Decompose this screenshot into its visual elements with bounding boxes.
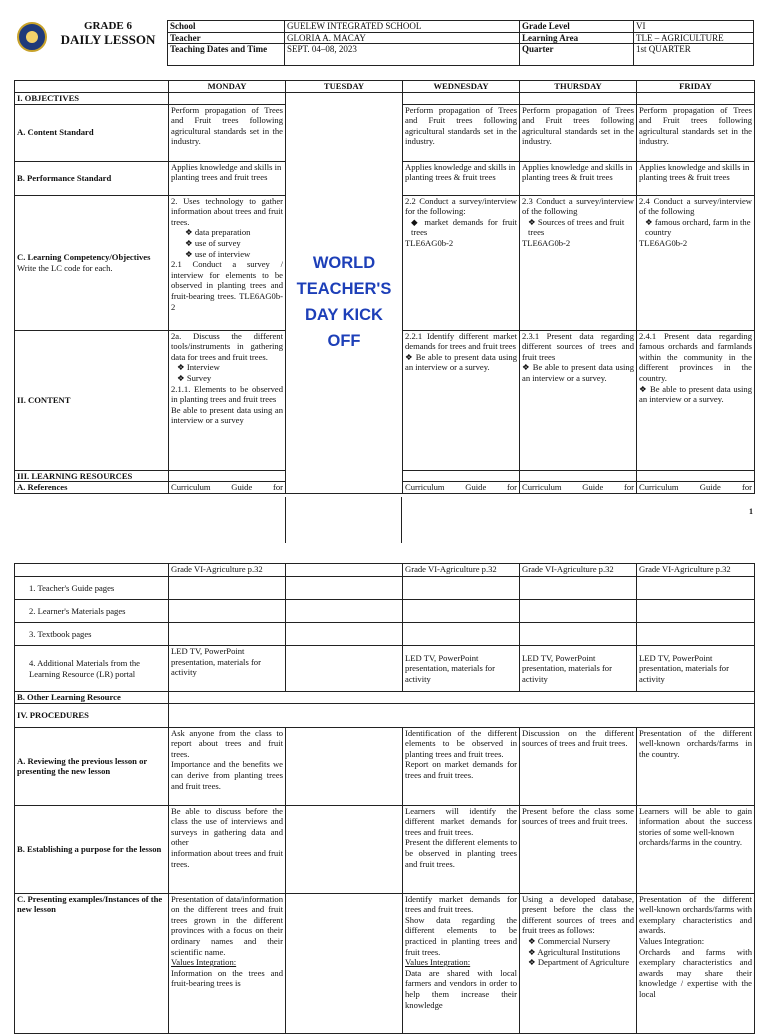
teachers-guide-wed: [403, 577, 520, 600]
objectives-heading: I. OBJECTIVES: [15, 93, 169, 105]
lc-wed-code: TLE6AG0b-2: [405, 237, 454, 248]
additional-materials-fri: LED TV, PowerPoint presentation, materials for activity: [637, 646, 755, 692]
lc-wed-line: 2.2 Conduct a survey/interview for the following:: [405, 195, 517, 217]
examples-thu: [520, 893, 637, 1033]
cg-tue: [286, 564, 403, 577]
examples-tue: [286, 893, 403, 1033]
lc-label-cell: [15, 195, 169, 330]
examples-wed-values-heading: Values Integration:: [405, 957, 471, 968]
additional-materials-thu: LED TV, PowerPoint presentation, materials for activity: [520, 646, 637, 692]
textbook-thu: [520, 623, 637, 646]
lc-mon-bullet: ❖ use of survey: [185, 237, 241, 248]
lc-mon-bullet: ❖ data preparation: [185, 227, 251, 238]
performance-standard-fri: Applies knowledge and skills in planting trees & fruit trees: [637, 161, 755, 195]
examples-thu-bullet: ❖ Department of Agriculture: [528, 957, 630, 968]
content-wed-line: 2.2.1 Identify different market demands for trees and fruit trees: [405, 330, 517, 352]
lesson-title-block: [52, 20, 164, 47]
purpose-wed-line: Learners will identify the different market demands for trees and fruit trees.: [405, 805, 517, 837]
quarter-label: Quarter: [520, 44, 634, 66]
performance-standard-label: B. Performance Standard: [15, 161, 169, 195]
deped-seal-logo: [17, 22, 47, 52]
purpose-label: B. Establishing a purpose for the lesson: [15, 805, 169, 893]
teacher-label: Teacher: [168, 32, 285, 44]
learners-materials-tue: [286, 600, 403, 623]
teachers-guide-label: 1. Teacher's Guide pages: [15, 577, 169, 600]
other-resource-label: B. Other Learning Resource: [15, 692, 169, 704]
cg-label-cell: [15, 564, 169, 577]
examples-mon-values-heading: Values Integration:: [171, 957, 237, 968]
examples-fri-values-heading: Values Integration:: [639, 935, 705, 946]
learning-resources-mon: [169, 470, 286, 482]
review-wed-line: Identification of the different elements to be observed in planting trees and fruit trees.: [405, 727, 517, 759]
learners-materials-mon: [169, 600, 286, 623]
review-mon-line: Importance and the benefits we can derive from planting trees and fruit trees.: [171, 759, 283, 791]
grade-label: GRADE 6: [84, 20, 132, 32]
teacher-value: GLORIA A. MACAY: [285, 32, 520, 44]
objectives-wed: [403, 93, 520, 105]
content-fri-bullet: ❖ Be able to present data using an interview or a survey.: [639, 383, 752, 405]
lc-mon-bullet: ❖ use of interview: [185, 248, 251, 259]
references-fri: Curriculum Guide for: [637, 482, 755, 494]
textbook-tue: [286, 623, 403, 646]
content-standard-label: A. Content Standard: [15, 104, 169, 161]
learning-resources-heading: III. LEARNING RESOURCES: [15, 470, 169, 482]
day-header-tuesday: TUESDAY: [286, 81, 403, 93]
learning-area-value: TLE – AGRICULTURE: [634, 32, 754, 44]
review-fri: Presentation of the different well-known orchards/farms in the country.: [637, 727, 755, 805]
additional-materials-tue: [286, 646, 403, 692]
lc-mon: [169, 195, 286, 330]
review-tue: [286, 727, 403, 805]
lc-thu: [520, 195, 637, 330]
review-thu: Discussion on the different sources of trees and fruit trees.: [520, 727, 637, 805]
lc-label: C. Learning Competency/Objectives: [17, 252, 151, 262]
examples-mon-line: Information on the trees and fruit-bearing trees is: [171, 967, 283, 989]
review-mon-line: Ask anyone from the class to report about trees and fruit trees.: [171, 727, 283, 759]
dates-label: Teaching Dates and Time: [168, 44, 285, 66]
content-mon: [169, 330, 286, 470]
content-mon-bullet: ❖ Interview: [177, 362, 220, 373]
teachers-guide-mon: [169, 577, 286, 600]
additional-materials-mon: LED TV, PowerPoint presentation, materials for activity: [169, 646, 286, 692]
examples-thu-bullet: ❖ Commercial Nursery: [528, 935, 611, 946]
textbook-fri: [637, 623, 755, 646]
review-wed-line: Report on market demands for trees and fruit trees.: [405, 759, 517, 780]
dates-value: SEPT. 04–08, 2023: [285, 44, 520, 66]
textbook-label: 3. Textbook pages: [15, 623, 169, 646]
lc-fri: [637, 195, 755, 330]
other-resource-value: [169, 692, 755, 704]
content-standard-thu: Perform propagation of Trees and Fruit trees following agricultural standards set in the industry.: [520, 104, 637, 161]
examples-fri-line: Presentation of the different well-known orchards/farms with exemplary characteristics and awards.: [639, 893, 752, 936]
purpose-tue: [286, 805, 403, 893]
examples-thu-bullet: ❖ Agricultural Institutions: [528, 946, 621, 957]
objectives-fri: [637, 93, 755, 105]
examples-mon-line: Presentation of data/information on the different trees and fruit trees grown in the different provinces with a focus on their ordinary names and their scientific name.: [171, 893, 283, 957]
learners-materials-wed: [403, 600, 520, 623]
page-number: 1: [749, 507, 753, 516]
day-header-thursday: THURSDAY: [520, 81, 637, 93]
world-teachers-day-banner: WORLD TEACHER'S DAY KICK OFF: [296, 254, 392, 350]
purpose-fri-line: Learners will be able to gain information about the success stories of some well-known: [639, 805, 752, 837]
lc-thu-code: TLE6AG0b-2: [522, 237, 571, 248]
content-standard-mon: Perform propagation of Trees and Fruit trees following agricultural standards set in the industry.: [169, 104, 286, 161]
day-header-wednesday: WEDNESDAY: [403, 81, 520, 93]
lc-fri-bullet: ❖ famous orchard, farm in the country: [645, 216, 751, 238]
learning-resources-fri: [637, 470, 755, 482]
quarter-value: 1st QUARTER: [634, 44, 754, 66]
procedures-heading: IV. PROCEDURES: [15, 703, 169, 727]
content-wed-bullet: ❖ Be able to present data using an interview or a survey.: [405, 351, 517, 373]
content-mon-line: 2a. Discuss the different tools/instruments in gathering data for trees and fruit trees.: [171, 330, 283, 362]
content-fri: [637, 330, 755, 470]
learning-resources-wed: [403, 470, 520, 482]
lc-mon-line: 2. Uses technology to gather information about trees and fruit trees.: [171, 195, 283, 227]
tuesday-column-border-right: [401, 497, 402, 543]
purpose-fri: [637, 805, 755, 893]
learners-materials-label: 2. Learner's Materials pages: [15, 600, 169, 623]
purpose-mon-line: information about trees and fruit trees.: [171, 847, 283, 869]
content-mon-line: 2.1.1. Elements to be observed in planting trees and fruit trees: [171, 383, 283, 405]
references-wed: Curriculum Guide for: [403, 482, 520, 494]
references-thu: Curriculum Guide for: [520, 482, 637, 494]
school-label: School: [168, 21, 285, 33]
references-mon: Curriculum Guide for: [169, 482, 286, 494]
textbook-wed: [403, 623, 520, 646]
performance-standard-mon: Applies knowledge and skills in planting trees and fruit trees: [169, 161, 286, 195]
purpose-mon: [169, 805, 286, 893]
purpose-wed: [403, 805, 520, 893]
examples-fri-line: Orchards and farms with exemplary characteristics and awards may share their knowledge / expertise with the local: [639, 946, 752, 999]
teachers-guide-thu: [520, 577, 637, 600]
content-thu-line: 2.3.1 Present data regarding different sources of trees and fruit trees: [522, 330, 634, 362]
learners-materials-fri: [637, 600, 755, 623]
review-label: A. Reviewing the previous lesson or presenting the new lesson: [15, 727, 169, 805]
cg-fri: Grade VI-Agriculture p.32: [637, 564, 755, 577]
lc-wed: [403, 195, 520, 330]
additional-materials-label: 4. Additional Materials from the Learning Resource (LR) portal: [15, 646, 169, 692]
objectives-thu: [520, 93, 637, 105]
learning-area-label: Learning Area: [520, 32, 634, 44]
lc-thu-line: 2.3 Conduct a survey/interview of the following: [522, 195, 634, 217]
review-wed: [403, 727, 520, 805]
references-label: A. References: [15, 482, 169, 494]
header-info-table: [167, 20, 754, 66]
purpose-thu: Present before the class some sources of trees and fruit trees.: [520, 805, 637, 893]
lc-fri-line: 2.4 Conduct a survey/interview of the following: [639, 195, 752, 217]
examples-label: C. Presenting examples/Instances of the new lesson: [15, 893, 169, 1033]
cg-wed: Grade VI-Agriculture p.32: [403, 564, 520, 577]
grade-level-value: VI: [634, 21, 754, 33]
tuesday-column-border-left: [285, 497, 286, 543]
grade-level-label: Grade Level: [520, 21, 634, 33]
content-fri-line: 2.4.1 Present data regarding famous orchards and farmlands within the community in the different provinces in the country.: [639, 330, 752, 383]
examples-wed-line: Show data regarding the different elements to be practiced in planting trees and fruit trees.: [405, 914, 517, 957]
content-mon-line: Be able to present data using an interview or a survey: [171, 404, 283, 426]
examples-wed-line: Identify market demands for trees and fruit trees.: [405, 893, 517, 915]
cg-thu: Grade VI-Agriculture p.32: [520, 564, 637, 577]
corner-cell: [15, 81, 169, 93]
content-thu-bullet: ❖ Be able to present data using an interview or a survey.: [522, 362, 634, 383]
objectives-mon: [169, 93, 286, 105]
teachers-guide-tue: [286, 577, 403, 600]
day-header-monday: MONDAY: [169, 81, 286, 93]
examples-mon: [169, 893, 286, 1033]
learners-materials-thu: [520, 600, 637, 623]
purpose-mon-line: Be able to discuss before the class the use of interviews and surveys in gathering data and other: [171, 805, 283, 848]
teachers-guide-fri: [637, 577, 755, 600]
review-mon: [169, 727, 286, 805]
content-wed: [403, 330, 520, 470]
content-thu: [520, 330, 637, 470]
daily-lesson-title: DAILY LESSON: [60, 32, 156, 47]
content-label: II. CONTENT: [15, 330, 169, 470]
lc-note: Write the LC code for each.: [17, 262, 113, 273]
cg-mon: Grade VI-Agriculture p.32: [169, 564, 286, 577]
examples-wed: [403, 893, 520, 1033]
purpose-wed-line: Present the different elements to be observed in planting trees and fruit trees.: [405, 837, 517, 869]
textbook-mon: [169, 623, 286, 646]
lc-thu-bullet: ❖ Sources of trees and fruit trees: [528, 216, 625, 238]
performance-standard-wed: Applies knowledge and skills in planting trees & fruit trees: [403, 161, 520, 195]
additional-materials-wed: LED TV, PowerPoint presentation, materials for activity: [403, 646, 520, 692]
examples-fri: [637, 893, 755, 1033]
school-value: GUELEW INTEGRATED SCHOOL: [285, 21, 520, 33]
lesson-plan-table-page2: [14, 563, 755, 1034]
lc-mon-line: 2.1 Conduct a survey / interview for elements to be observed in planting trees and fruit-bearing trees. TLE6AG0b-2: [171, 259, 283, 312]
lc-fri-code: TLE6AG0b-2: [639, 237, 688, 248]
learning-resources-thu: [520, 470, 637, 482]
content-mon-bullet: ❖ Survey: [177, 372, 212, 383]
day-header-friday: FRIDAY: [637, 81, 755, 93]
lc-wed-bullet: ◆ market demands for fruit trees: [411, 216, 517, 238]
content-standard-wed: Perform propagation of Trees and Fruit trees following agricultural standards set in the industry.: [403, 104, 520, 161]
purpose-fri-line: orchards/farms in the country.: [639, 837, 743, 848]
content-standard-fri: Perform propagation of Trees and Fruit trees following agricultural standards set in the industry.: [637, 104, 755, 161]
performance-standard-thu: Applies knowledge and skills in planting trees & fruit trees: [520, 161, 637, 195]
examples-thu-line: Using a developed database, present before the class the different sources of trees and fruit trees as follows:: [522, 893, 634, 936]
procedures-value: [169, 703, 755, 727]
examples-wed-line: Data are shared with local farmers and vendors in order to help them increase their knowledge: [405, 967, 517, 1010]
